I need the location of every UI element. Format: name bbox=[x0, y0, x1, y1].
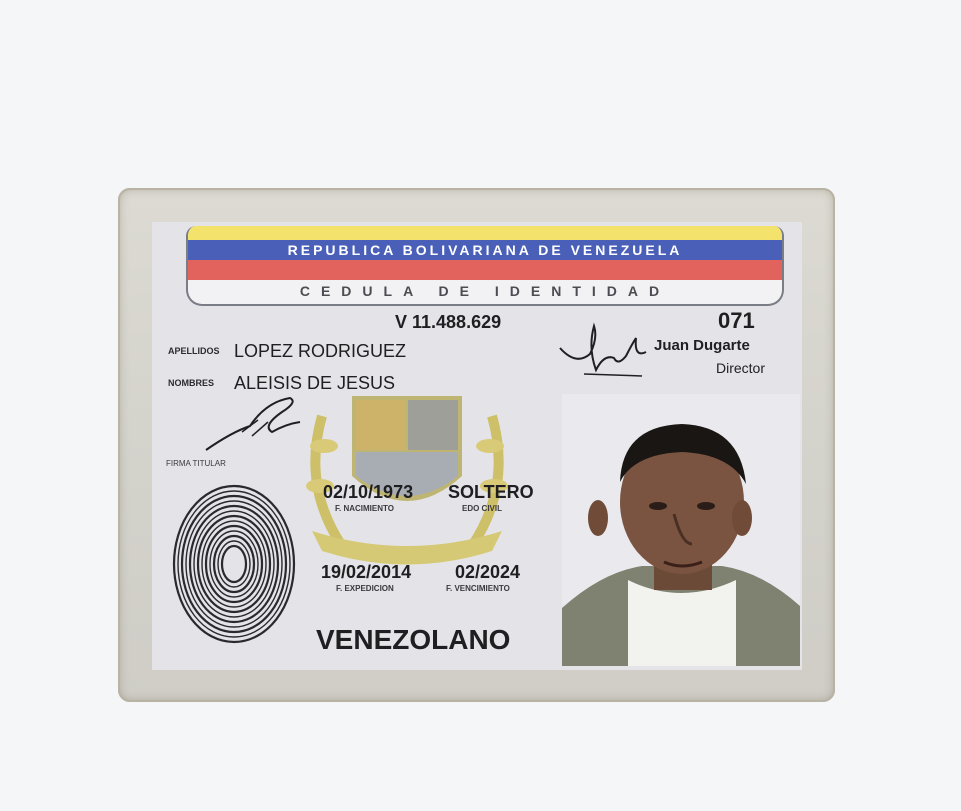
fingerprint-icon bbox=[172, 472, 302, 652]
serial-number: 071 bbox=[718, 308, 755, 333]
flag-stripe-yellow bbox=[188, 226, 782, 240]
names-label: NOMBRES bbox=[168, 378, 215, 388]
holder-signature bbox=[202, 392, 310, 456]
director-name: Juan Dugarte bbox=[654, 337, 750, 354]
director-title: Director bbox=[716, 360, 766, 376]
surnames-value: LOPEZ RODRIGUEZ bbox=[234, 341, 407, 361]
birth-date-label: F. NACIMIENTO bbox=[335, 504, 394, 513]
id-number: V 11.488.629 bbox=[395, 312, 502, 332]
expiry-date-label: F. VENCIMIENTO bbox=[446, 584, 510, 593]
surnames-label: APELLIDOS bbox=[168, 346, 220, 356]
names-value: ALEISIS DE JESUS bbox=[234, 373, 396, 393]
birth-date: 02/10/1973 bbox=[323, 482, 414, 502]
card-header bbox=[186, 226, 784, 306]
holder-photo bbox=[562, 394, 800, 666]
civil-status-label: EDO CIVIL bbox=[462, 504, 503, 513]
director-signature bbox=[556, 318, 652, 382]
signature-label: FIRMA TITULAR bbox=[166, 459, 226, 468]
flag-stripe-red bbox=[188, 260, 782, 280]
expiry-date: 02/2024 bbox=[455, 562, 521, 582]
country-title: REPUBLICA BOLIVARIANA DE VENEZUELA bbox=[287, 242, 683, 258]
issue-date: 19/02/2014 bbox=[321, 562, 412, 582]
civil-status: SOLTERO bbox=[448, 482, 534, 502]
portrait-image bbox=[562, 394, 800, 666]
nationality: VENEZOLANO bbox=[316, 624, 511, 655]
issue-date-label: F. EXPEDICION bbox=[336, 584, 394, 593]
document-type: CEDULA DE IDENTIDAD bbox=[299, 283, 671, 299]
